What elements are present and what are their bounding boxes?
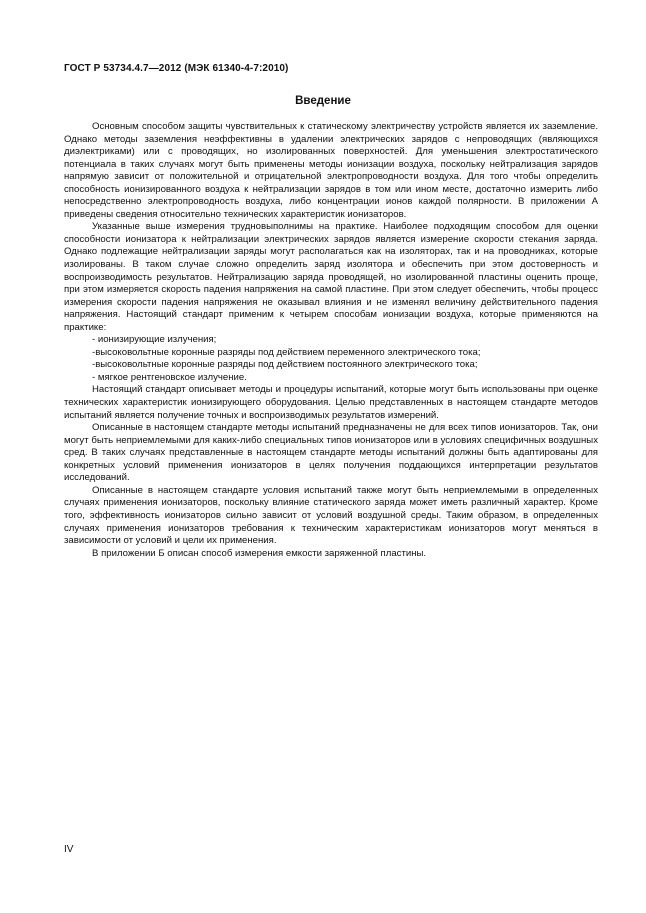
paragraph: Описанные в настоящем стандарте методы испытаний предназначены не для всех типов ионизаторов. Так, они могут быть неприемлемыми для каких-либо специальных типов ионизаторов или в условиях специфичных воздушных сред. В таких случаях представленные в настоящем стандарте методы испытаний должны быть адаптированы для конкретных условий применения ионизаторов в целях получения поддающихся интерпретации результатов исследований.	[64, 422, 598, 484]
paragraph: В приложении Б описан способ измерения емкости заряженной пластины.	[92, 547, 427, 559]
paragraph: Указанные выше измерения трудновыполнимы на практике. Наиболее подходящим способом для оценки способности ионизатора к нейтрализации электрических зарядов является измерение скорости стекания заряда. Однако подлежащие нейтрализации заряды могут располагаться как на изоляторах, так и на проводниках, которые изолированы. В таком случае сложно определить заряд изолятора и обеспечить при этом достоверность и воспроизводимость результатов. Нейтрализацию заряда проводящей, но изолированной пластины оценить проще, при этом измеряется скорость падения напряжения на самой пластине. При этом следует обеспечить, чтобы процесс измерения скорости падения напряжения не оказывал влияния и не изменял величину действительного падения напряжения. Настоящий стандарт применим к четырем способам ионизации воздуха, которые применяются на практике:	[64, 221, 598, 333]
page-number: IV	[64, 844, 74, 855]
paragraph: Настоящий стандарт описывает методы и процедуры испытаний, которые могут быть использованы при оценке технических характеристик ионизирующего оборудования. Целью представленных в настоящем стандарте методов испытаний является получение точных и воспроизводимых результатов измерений.	[64, 384, 598, 421]
document-header: ГОСТ Р 53734.4.7—2012 (МЭК 61340-4-7:2010)	[64, 63, 289, 74]
paragraph: Основным способом защиты чувствительных к статическому электричеству устройств является их заземление. Однако методы заземления неэффективны в удалении электрических зарядов с непроводящих (являющихся диэлектриками) или с проводящих, но изолированных поверхностей. Для уменьшения электростатического потенциала в таких случаях могут быть применены методы ионизации воздуха, поскольку нейтрализация зарядов напрямую зависит от положительной и отрицательной электропроводности воздуха. Для того чтобы определить способность ионизированного воздуха к нейтрализации зарядов в том или ином месте, достаточно измерить либо непосредственно электропроводность воздуха, либо концентрации ионов каждой полярности. В приложении А приведены сведения относительно технических характеристик ионизаторов.	[64, 121, 598, 220]
list-item: - ионизирующие излучения;	[92, 334, 217, 346]
list-item: -высоковольтные коронные разряды под действием постоянного электрического тока;	[92, 359, 478, 371]
section-title: Введение	[295, 95, 351, 107]
body-text	[64, 121, 598, 560]
paragraph: Описанные в настоящем стандарте условия испытаний также могут быть неприемлемыми в определенных случаях применения ионизаторов, поскольку влияние статического заряда может иметь различный характер. Кроме того, эффективность ионизаторов сильно зависит от условий воздушной среды. Таким образом, в определенных случаях применения ионизаторов требования к техническим характеристикам ионизаторов могут меняться в зависимости от условий и цели их применения.	[64, 484, 598, 547]
list-item: - мягкое рентгеновское излучение.	[92, 371, 247, 383]
list-item: -высоковольтные коронные разряды под действием переменного электрического тока;	[92, 346, 481, 358]
